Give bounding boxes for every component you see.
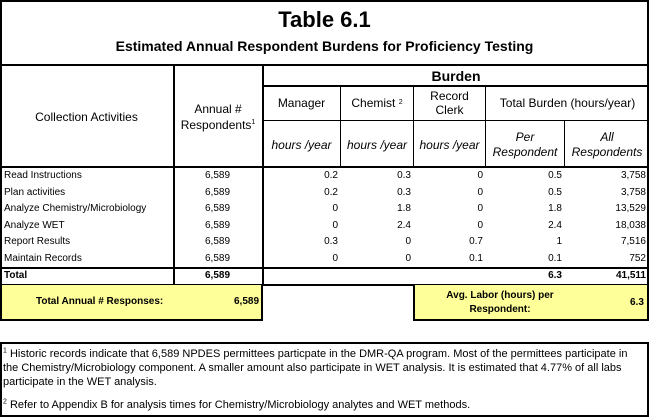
cell-all: 3,758 <box>620 170 646 181</box>
cell-activity: Plan activities <box>4 186 66 198</box>
footnote-marker: 2 <box>3 398 7 406</box>
chemist-unit: hours /year <box>346 137 408 152</box>
footnote-2-text: Refer to Appendix B for analysis times for Chemistry/Microbiology analytes and WET methods. <box>9 399 471 411</box>
manager-unit: hours /year <box>271 137 332 152</box>
cell-chemist: 0 <box>405 236 411 247</box>
cell-per: 1 <box>556 236 562 247</box>
cell-per: 0.5 <box>548 170 562 181</box>
cell-manager: 0.3 <box>324 236 338 247</box>
cell-respondents: 6,589 <box>205 236 231 247</box>
total-responses-label: Total Annual # Responses: <box>36 296 164 307</box>
cell-per: 2.4 <box>548 219 562 231</box>
cell-manager: 0.2 <box>324 186 338 198</box>
cell-activity: Analyze WET <box>4 219 65 231</box>
total-per-respondent: 6.3 <box>548 270 562 281</box>
cell-all: 13,529 <box>615 203 646 214</box>
cell-clerk: 0.7 <box>469 236 483 247</box>
cell-respondents: 6,589 <box>205 219 231 231</box>
cell-chemist: 0.3 <box>397 170 411 181</box>
divider <box>0 267 2 284</box>
total-responses-value: 6,589 <box>234 296 260 307</box>
cell-chemist: 0 <box>405 252 411 264</box>
table-row <box>0 218 649 234</box>
cell-clerk: 0 <box>477 186 483 198</box>
cell-chemist: 0.3 <box>397 186 411 198</box>
cell-chemist: 2.4 <box>397 219 411 231</box>
cell-respondents: 6,589 <box>205 186 231 198</box>
annual-respondents-label: Annual # Respondents <box>180 102 252 132</box>
clerk-unit: hours /year <box>419 137 480 152</box>
cell-respondents: 6,589 <box>205 203 231 214</box>
divider <box>173 267 175 284</box>
footnote-1-text: Historic records indicate that 6,589 NPDES permittees particpate in the DMR-QA program. Most of the permittees participate in the Chemistry/Microbiology component. A smaller amount also participate in WET analysis. It is estimated that 4.77% of all labs participate in the WET analysis. <box>3 348 628 388</box>
avg-labor-label: Avg. Labor (hours) per Respondent: <box>446 290 554 315</box>
table-subtitle: Estimated Annual Respondent Burdens for Proficiency Testing <box>115 38 534 54</box>
cell-manager: 0 <box>332 252 338 264</box>
total-respondents: 6,589 <box>205 270 231 281</box>
total-all-respondents: 41,511 <box>615 270 646 281</box>
cell-per: 0.5 <box>548 186 562 198</box>
cell-manager: 0 <box>332 219 338 231</box>
burden-header: Burden <box>431 67 481 84</box>
footnote-marker: 1 <box>251 119 256 126</box>
cell-all: 7,516 <box>620 236 646 247</box>
manager-header: Manager <box>277 96 326 110</box>
cell-activity: Report Results <box>4 236 71 247</box>
cell-clerk: 0 <box>477 203 483 214</box>
cell-all: 3,758 <box>620 186 646 198</box>
table-row <box>0 251 649 267</box>
table-title: Table 6.1 <box>278 7 371 32</box>
footnote-2 <box>3 398 643 412</box>
cell-clerk: 0 <box>477 219 483 231</box>
cell-manager: 0 <box>332 203 338 214</box>
cell-per: 1.8 <box>548 203 562 214</box>
cell-activity: Maintain Records <box>4 252 82 264</box>
avg-labor-value: 6.3 <box>630 297 644 308</box>
cell-chemist: 1.8 <box>397 203 411 214</box>
chemist-label: Chemist <box>351 96 396 110</box>
table-row <box>0 201 649 217</box>
cell-activity: Analyze Chemistry/Microbiology <box>4 203 147 214</box>
cell-all: 18,038 <box>615 219 646 231</box>
per-respondent-header: Per Respondent <box>492 129 558 159</box>
cell-clerk: 0 <box>477 170 483 181</box>
cell-clerk: 0.1 <box>469 252 483 264</box>
annual-respondents-header <box>174 66 262 168</box>
chemist-header: Chemist 2 <box>351 96 403 110</box>
cell-all: 752 <box>629 252 646 264</box>
divider <box>262 267 264 284</box>
cell-respondents: 6,589 <box>205 170 231 181</box>
total-label: Total <box>4 270 28 281</box>
collection-activities-header: Collection Activities <box>35 110 138 124</box>
cell-per: 0.1 <box>548 252 562 264</box>
table-row <box>0 185 649 201</box>
cell-respondents: 6,589 <box>205 252 231 264</box>
total-burden-header: Total Burden (hours/year) <box>499 96 636 110</box>
all-respondents-header: All Respondents <box>571 129 643 159</box>
table-row <box>0 234 649 250</box>
footnote-1 <box>3 347 643 389</box>
cell-manager: 0.2 <box>324 170 338 181</box>
footnote-marker: 1 <box>3 347 7 355</box>
total-row <box>0 268 649 284</box>
table-row <box>0 168 649 184</box>
record-clerk-header: Record Clerk <box>430 89 469 117</box>
cell-activity: Read Instructions <box>4 170 82 181</box>
